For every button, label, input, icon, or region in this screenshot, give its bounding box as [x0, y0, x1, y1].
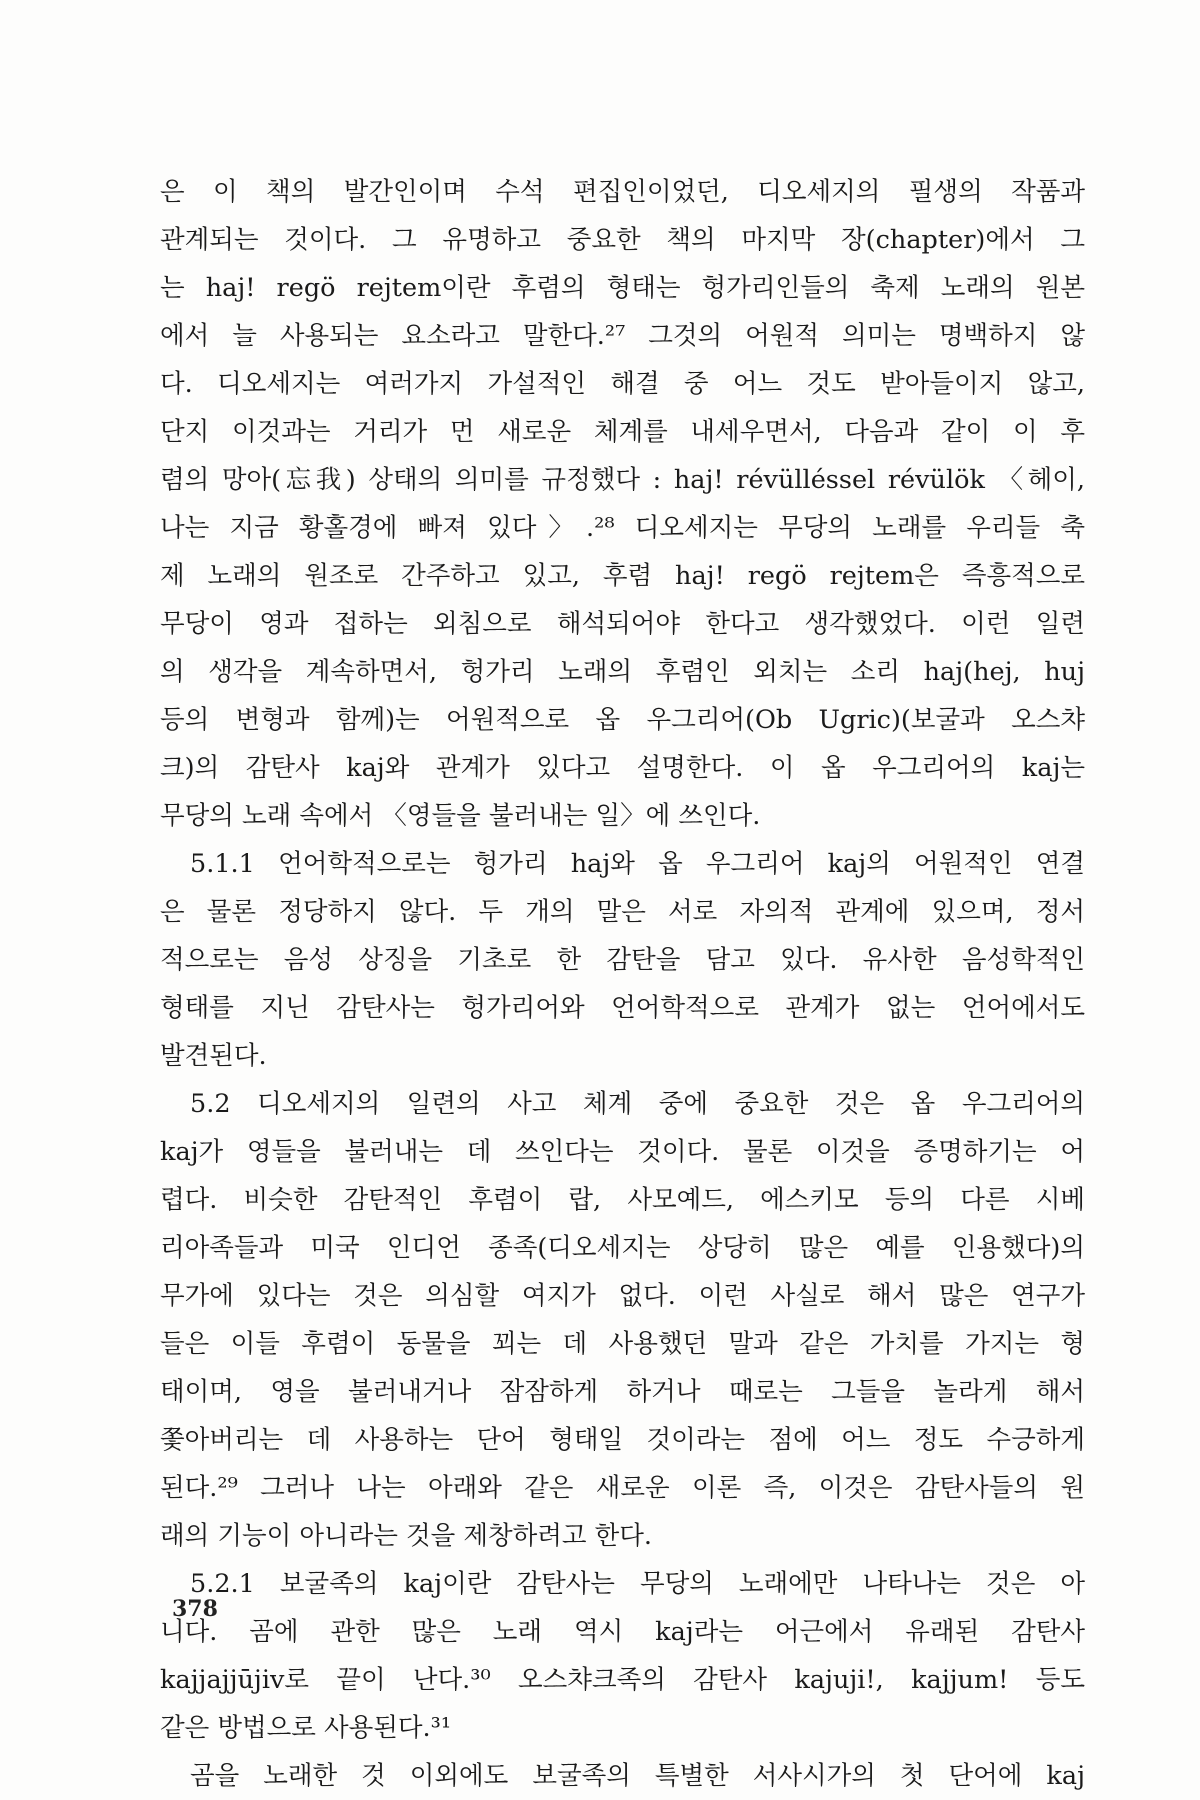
page-number: 378: [172, 1596, 218, 1622]
text-line: 다. 디오세지는 여러가지 가설적인 해결 중 어느 것도 받아들이지 않고,: [160, 369, 1085, 399]
text-line: 니다. 곰에 관한 많은 노래 역시 kaj라는 어근에서 유래된 감탄사: [160, 1617, 1085, 1647]
text-line: 크)의 감탄사 kaj와 관계가 있다고 설명한다. 이 옵 우그리어의 kaj는: [160, 753, 1085, 783]
text-line: 된다.²⁹ 그러나 나는 아래와 같은 새로운 이론 즉, 이것은 감탄사들의 원: [160, 1473, 1085, 1503]
text-line: 관계되는 것이다. 그 유명하고 중요한 책의 마지막 장(chapter)에서 그: [160, 225, 1085, 255]
paragraph-first-line: 곰을 노래한 것 이외에도 보굴족의 특별한 서사시가의 첫 단어에 kaj: [190, 1761, 1085, 1791]
text-line: 태이며, 영을 불러내거나 잠잠하게 하거나 때로는 그들을 놀라게 해서: [160, 1377, 1085, 1407]
section-5-2-first-line: 5.2 디오세지의 일련의 사고 체계 중에 중요한 것은 옵 우그리어의: [190, 1089, 1085, 1119]
text-line: 리아족들과 미국 인디언 종족(디오세지는 상당히 많은 예를 인용했다)의: [160, 1233, 1085, 1263]
text-line: 같은 방법으로 사용된다.³¹: [160, 1713, 452, 1743]
text-line: 쫓아버리는 데 사용하는 단어 형태일 것이라는 점에 어느 정도 수긍하게: [160, 1425, 1085, 1455]
text-line: kaj가 영들을 불러내는 데 쓰인다는 것이다. 물론 이것을 증명하기는 어: [160, 1137, 1085, 1167]
text-line: 은 이 책의 발간인이며 수석 편집인이었던, 디오세지의 필생의 작품과: [160, 177, 1085, 207]
text-line: 렴의 망아(忘我) 상태의 의미를 규정했다 : haj! révülléssel révülök 〈헤이,: [160, 465, 1085, 495]
text-line: 에서 늘 사용되는 요소라고 말한다.²⁷ 그것의 어원적 의미는 명백하지 않: [160, 321, 1085, 351]
text-line: 래의 기능이 아니라는 것을 제창하려고 한다.: [160, 1521, 653, 1551]
text-line: 단지 이것과는 거리가 먼 새로운 체계를 내세우면서, 다음과 같이 이 후: [160, 417, 1085, 447]
section-5-1-1-first-line: 5.1.1 언어학적으로는 헝가리 haj와 옵 우그리어 kaj의 어원적인 연결: [190, 849, 1085, 879]
text-line: 무당의 노래 속에서 〈영들을 불러내는 일〉에 쓰인다.: [160, 801, 761, 831]
text-line: 무당이 영과 접하는 외침으로 해석되어야 한다고 생각했었다. 이런 일련: [160, 609, 1085, 639]
text-line: 적으로는 음성 상징을 기초로 한 감탄을 담고 있다. 유사한 음성학적인: [160, 945, 1085, 975]
text-line: 등의 변형과 함께)는 어원적으로 옵 우그리어(Ob Ugric)(보굴과 오스챠: [160, 705, 1085, 735]
text-line: 나는 지금 황홀경에 빠져 있다〉.²⁸ 디오세지는 무당의 노래를 우리들 축: [160, 513, 1085, 543]
text-line: kajjajjūjiv로 끝이 난다.³⁰ 오스챠크족의 감탄사 kajuji!, kajjum! 등도: [160, 1665, 1085, 1695]
text-line: 은 물론 정당하지 않다. 두 개의 말은 서로 자의적 관계에 있으며, 정서: [160, 897, 1085, 927]
text-line: 형태를 지닌 감탄사는 헝가리어와 언어학적으로 관계가 없는 언어에서도: [160, 993, 1085, 1023]
text-line: 제 노래의 원조로 간주하고 있고, 후렴 haj! regö rejtem은 즉흥적으로: [160, 561, 1085, 591]
section-5-2-1-first-line: 5.2.1 보굴족의 kaj이란 감탄사는 무당의 노래에만 나타나는 것은 아: [190, 1569, 1085, 1599]
body-text: [160, 168, 1085, 1800]
text-line: 들은 이들 후렴이 동물을 꾀는 데 사용했던 말과 같은 가치를 가지는 형: [160, 1329, 1085, 1359]
text-line: 발견된다.: [160, 1041, 267, 1071]
text-line: 렵다. 비슷한 감탄적인 후렴이 랍, 사모예드, 에스키모 등의 다른 시베: [160, 1185, 1085, 1215]
text-line: 는 haj! regö rejtem이란 후렴의 형태는 헝가리인들의 축제 노래의 원본: [160, 273, 1085, 303]
text-line: 의 생각을 계속하면서, 헝가리 노래의 후렴인 외치는 소리 haj(hej, huj: [160, 657, 1085, 687]
text-line: 무가에 있다는 것은 의심할 여지가 없다. 이런 사실로 해서 많은 연구가: [160, 1281, 1085, 1311]
